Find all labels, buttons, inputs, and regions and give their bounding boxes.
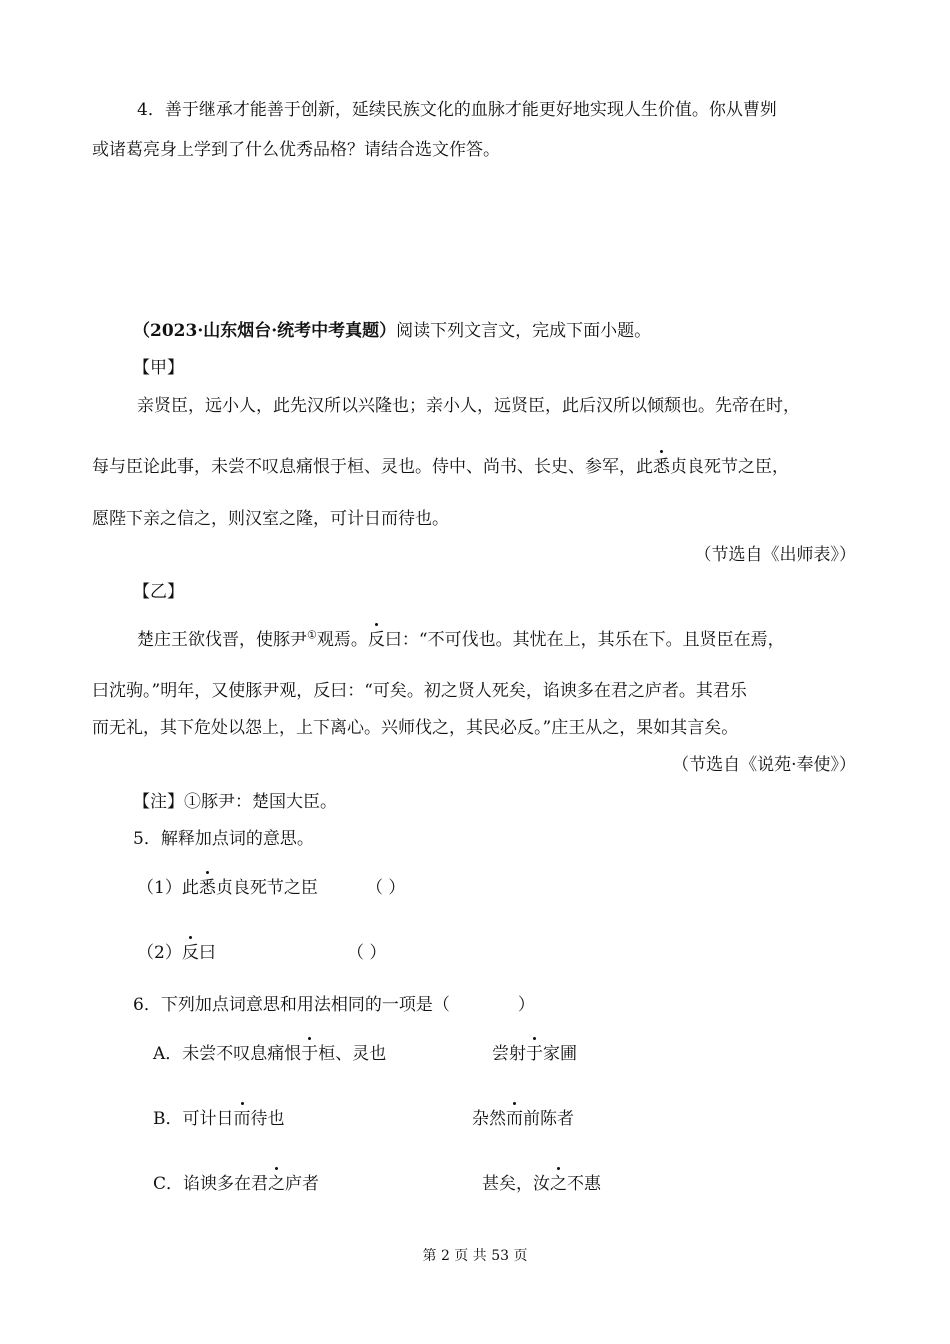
passage-jia-line-1: 亲贤臣，远小人，此先汉所以兴隆也；亲小人，远贤臣，此后汉所以倾颓也。先帝在时，: [137, 396, 800, 416]
passage-jia-label: 【甲】: [133, 358, 184, 378]
option-text: 前陈者: [523, 1109, 574, 1129]
option-text: 甚矣，汝: [482, 1174, 550, 1194]
yi-line-1-text-b: 观焉。: [316, 630, 368, 650]
option-label: A．: [153, 1044, 183, 1064]
jia-line-2-text-b: 贞良死节之臣，: [670, 457, 789, 477]
emphasis-dot-char: 反: [181, 943, 199, 963]
emphasis-dot-char: 之: [550, 1174, 567, 1194]
question-5-item-2: [137, 941, 216, 965]
option-text: 尝射: [492, 1044, 526, 1064]
question-6-title: 6．下列加点词意思和用法相同的一项是（ ）: [133, 995, 535, 1015]
option-a-left[interactable]: [153, 1042, 386, 1066]
option-c-left[interactable]: [153, 1172, 319, 1196]
answer-blank-1[interactable]: （ ）: [366, 878, 406, 898]
yi-line-1-text-a: 楚庄王欲伐晋，使豚尹: [137, 630, 307, 650]
footnote: 【注】①豚尹：楚国大臣。: [133, 792, 337, 812]
jia-line-2-text-a: 每与臣论此事，未尝不叹息痛恨于桓、灵也。侍中、尚书、长史、参军，此: [92, 457, 653, 477]
option-text: 可计日: [182, 1109, 234, 1129]
emphasis-dot-char: 而: [233, 1109, 251, 1129]
passage-jia-line-2: [92, 455, 789, 479]
passage-yi-line-2: 曰沈驹。”明年，又使豚尹观，反曰：“可矣。初之贤人死矣，谄谀多在君之庐者。其君乐: [92, 681, 747, 701]
footnote-marker: ①: [307, 628, 317, 642]
passage-yi-line-1: [137, 628, 785, 652]
passage-yi-line-3: 而无礼，其下危处以怨上，上下离心。兴师伐之，其民必反。”庄王从之，果如其言矣。: [92, 718, 739, 738]
emphasis-dot-char: 反: [367, 630, 385, 650]
passage-yi-source: （节选自《说苑·奉使》）: [672, 755, 856, 775]
option-text: 待也: [250, 1109, 285, 1129]
emphasis-dot-char: 于: [526, 1044, 543, 1064]
passage-yi-label: 【乙】: [133, 582, 184, 602]
option-a-right: [492, 1042, 577, 1066]
exam-source: （2023·山东烟台·统考中考真题）: [133, 321, 397, 341]
question-5-item-1: [137, 876, 318, 900]
answer-blank-2[interactable]: （ ）: [347, 943, 387, 963]
emphasis-dot-char: 于: [301, 1044, 319, 1064]
option-text: 未尝不叹息痛恨: [182, 1044, 302, 1064]
emphasis-dot-char: 悉: [198, 878, 216, 898]
q5-item-2-text-b: 曰: [198, 943, 216, 963]
q5-item-1-text-b: 贞良死节之臣: [215, 878, 318, 898]
option-label: C．: [153, 1174, 184, 1194]
option-text: 不惠: [567, 1174, 601, 1194]
question-5-title: 5．解释加点词的意思。: [133, 829, 314, 849]
option-text: 桓、灵也: [318, 1044, 387, 1064]
passage-intro: [133, 319, 651, 343]
intro-text: 阅读下列文言文，完成下面小题。: [396, 321, 652, 341]
emphasis-dot-char: 而: [506, 1109, 523, 1129]
option-b-right: [472, 1107, 574, 1131]
q5-item-1-text-a: （1）此: [137, 878, 199, 898]
emphasis-dot-char: 之: [268, 1174, 286, 1194]
passage-jia-source: （节选自《出师表》）: [694, 545, 856, 565]
question-4-line-1: 4．善于继承才能善于创新，延续民族文化的血脉才能更好地实现人生价值。你从曹刿: [137, 100, 777, 120]
question-4-line-2: 或诸葛亮身上学到了什么优秀品格？请结合选文作答。: [92, 140, 500, 160]
option-text: 家圃: [543, 1044, 577, 1064]
yi-line-1-text-c: 曰：“不可伐也。其忧在上，其乐在下。且贤臣在焉，: [384, 630, 785, 650]
passage-jia-line-3: 愿陛下亲之信之，则汉室之隆，可计日而待也。: [92, 509, 449, 529]
option-label: B．: [153, 1109, 183, 1129]
option-text: 庐者: [285, 1174, 320, 1194]
emphasis-dot-char: 悉: [653, 457, 670, 477]
page-footer: 第 2 页 共 53 页: [422, 1248, 528, 1264]
option-text: 谄谀多在君: [183, 1174, 269, 1194]
q5-item-2-text-a: （2）: [137, 943, 182, 963]
option-b-left[interactable]: [153, 1107, 285, 1131]
option-c-right: [482, 1172, 601, 1196]
option-text: 杂然: [472, 1109, 506, 1129]
